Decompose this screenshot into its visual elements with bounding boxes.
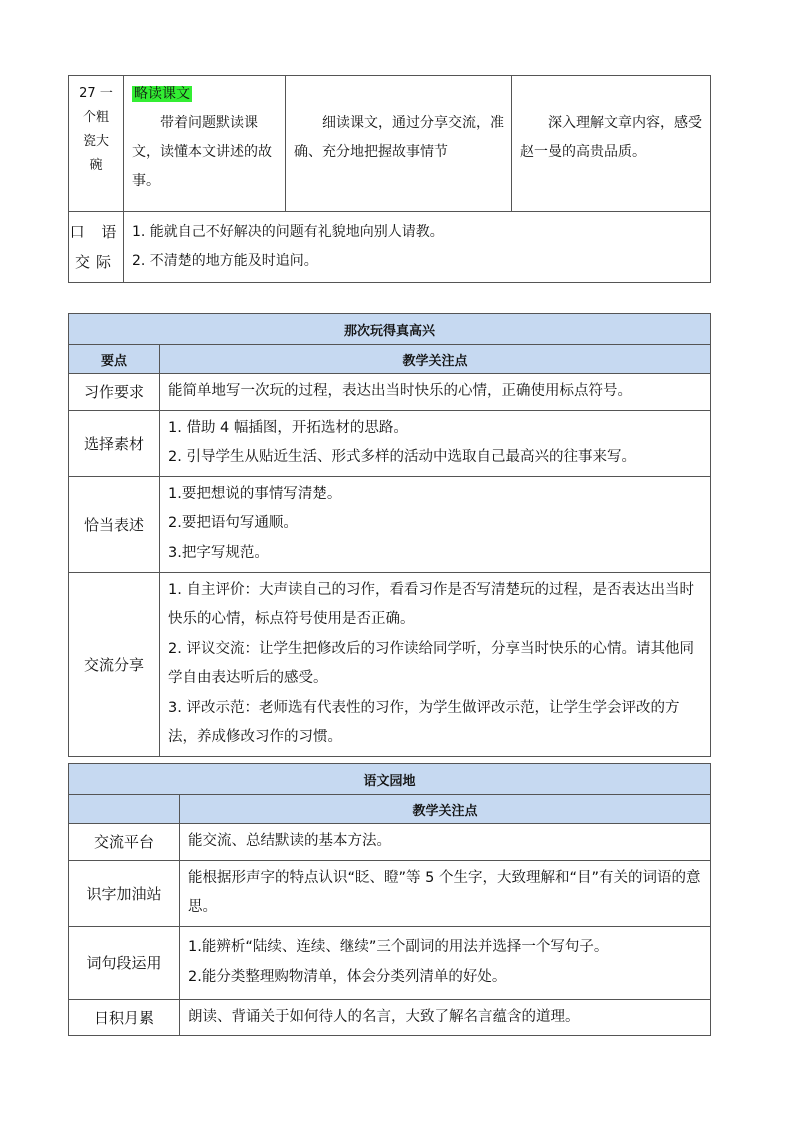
oral-communication-items xyxy=(124,212,711,283)
row-label: 交流分享 xyxy=(69,572,160,756)
row-content: 1.要把想说的事情写清楚。 2.要把语句写通顺。 3.把字写规范。 xyxy=(160,476,711,572)
table-title: 那次玩得真高兴 xyxy=(69,314,711,345)
column-header xyxy=(69,795,180,824)
list-item: 1. 能就自己不好解决的问题有礼貌地向别人请教。 xyxy=(132,224,444,240)
lesson-goal-cell-2 xyxy=(286,76,512,212)
writing-table xyxy=(68,313,711,757)
row-content: 能根据形声字的特点认识“眨、瞪”等 5 个生字，大致理解和“目”有关的词语的意思。 xyxy=(180,860,711,926)
row-label: 恰当表述 xyxy=(69,476,160,572)
row-label: 词句段运用 xyxy=(69,926,180,999)
table-row xyxy=(69,410,711,476)
highlight-tag: 略读课文 xyxy=(134,86,190,102)
row-label: 日积月累 xyxy=(69,999,180,1036)
lesson-label-line: 27 一 xyxy=(79,86,113,101)
lesson-label-line: 瓷大 xyxy=(82,134,109,149)
table-row xyxy=(69,860,711,926)
table-row xyxy=(69,374,711,411)
row-content: 能交流、总结默读的基本方法。 xyxy=(180,824,711,861)
table-title-row xyxy=(69,314,711,345)
row-label: 习作要求 xyxy=(69,374,160,411)
row-content: 朗读、背诵关于如何待人的名言，大致了解名言蕴含的道理。 xyxy=(180,999,711,1036)
row-content: 1. 借助 4 幅插图，开拓选材的思路。 2. 引导学生从贴近生活、形式多样的活动中选取自己最高兴的往事来写。 xyxy=(160,410,711,476)
column-header: 要点 xyxy=(69,345,160,374)
table-title-row xyxy=(69,764,711,795)
oral-communication-row xyxy=(69,212,711,283)
list-item: 2. 不清楚的地方能及时追问。 xyxy=(132,253,318,269)
lesson-goal-cell-1 xyxy=(124,76,286,212)
lesson-label-line: 个粗 xyxy=(82,110,109,125)
table-row xyxy=(69,999,711,1036)
row-label: 识字加油站 xyxy=(69,860,180,926)
row-content: 1.能辨析“陆续、连续、继续”三个副词的用法并选择一个写句子。 2.能分类整理购物清单，体会分类列清单的好处。 xyxy=(180,926,711,999)
lesson-label-line: 碗 xyxy=(89,158,103,173)
lesson-table xyxy=(68,75,711,283)
lesson-number-title xyxy=(69,76,124,212)
lesson-goal-cell-3 xyxy=(512,76,711,212)
table-header-row xyxy=(69,795,711,824)
table-row xyxy=(69,572,711,756)
oral-communication-label: 口 语 交际 xyxy=(69,212,124,283)
lesson-goal-text-3: 深入理解文章内容，感受赵一曼的高贵品质。 xyxy=(520,115,702,160)
table-row xyxy=(69,926,711,999)
table-row xyxy=(69,476,711,572)
row-label: 交流平台 xyxy=(69,824,180,861)
column-header: 教学关注点 xyxy=(180,795,711,824)
table-header-row xyxy=(69,345,711,374)
chinese-garden-table xyxy=(68,763,711,1036)
table-row xyxy=(69,824,711,861)
row-content: 1. 自主评价：大声读自己的习作，看看习作是否写清楚玩的过程，是否表达出当时快乐的心情，标点符号使用是否正确。 2. 评议交流：让学生把修改后的习作读给同学听，分享当时快乐的心情。请其他同学自由表达听后的感受。 3. 评改示范：老师选有代表性的习作，为学生做评改示范，让学生学会评改的方法，养成修改习作的习惯。 xyxy=(160,572,711,756)
lesson-goal-text-1: 带着问题默读课文，读懂本文讲述的故事。 xyxy=(132,115,272,189)
row-label: 选择素材 xyxy=(69,410,160,476)
row-content: 能简单地写一次玩的过程，表达出当时快乐的心情，正确使用标点符号。 xyxy=(160,374,711,411)
lesson-row xyxy=(69,76,711,212)
column-header: 教学关注点 xyxy=(160,345,711,374)
table-title: 语文园地 xyxy=(69,764,711,795)
lesson-goal-text-2: 细读课文，通过分享交流，准确、充分地把握故事情节 xyxy=(294,115,504,160)
